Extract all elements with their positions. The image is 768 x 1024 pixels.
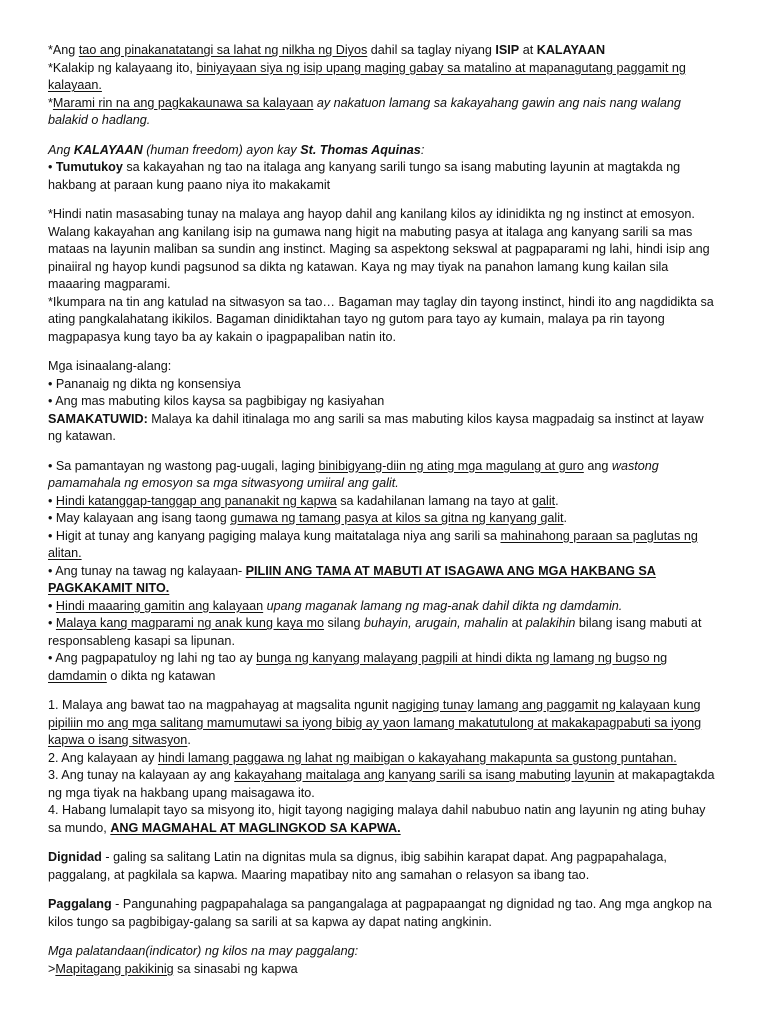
- text-run: biniyayaan siya ng isip upang maging gabay sa matalino at mapanagutang paggamit ng kalayaan.: [48, 60, 686, 92]
- text-run: 3. Ang tunay na kalayaan ay ang: [48, 768, 235, 782]
- text-run: upang maganak lamang ng mag-anak dahil dikta ng damdamin.: [263, 598, 623, 613]
- section-indicators: [48, 943, 720, 978]
- text-run: • Ang pagpapatuloy ng lahi ng tao ay: [48, 651, 257, 665]
- text-run: >: [48, 961, 56, 976]
- text-run: .: [555, 493, 559, 508]
- bullets-paragraph: [48, 650, 720, 685]
- text-run: •: [48, 493, 56, 508]
- text-run: Malaya kang magparami ng anak kung kaya mo: [55, 616, 325, 630]
- text-run: • Sa pamantayan ng wastong pag-uugali, laging: [48, 458, 319, 473]
- text-run: silang: [324, 616, 364, 630]
- text-run: 1. Malaya ang bawat tao na magpahayag at magsalita ngunit n: [48, 698, 399, 712]
- intro-paragraph: [48, 95, 720, 130]
- dignidad-paragraph: [48, 849, 720, 884]
- text-run: dahil sa taglay niyang: [367, 43, 496, 57]
- indicators-paragraph: [48, 961, 720, 979]
- text-run: at makapagtakda ng mga tiyak na hakbang upang maisagawa ito.: [48, 768, 715, 800]
- text-run: • Ang mas mabuting kilos kaysa sa pagbibigay ng kasiyahan: [48, 394, 385, 408]
- text-run: Mga isinaalang-alang:: [48, 359, 172, 373]
- bullets-paragraph: [48, 458, 720, 493]
- text-run: galit: [532, 493, 556, 508]
- text-run: bunga ng kanyang malayang pagpili at hindi dikta ng lamang ng bugso ng damdamin: [48, 651, 668, 683]
- bullets-paragraph: [48, 598, 720, 616]
- text-run: at: [519, 43, 537, 57]
- text-run: ISIP: [495, 43, 520, 57]
- text-run: :: [420, 142, 425, 157]
- isinaalang-paragraph: [48, 411, 720, 446]
- text-run: - Pangunahing pagpapahalaga sa pangangalaga at pagpapaangat ng dignidad ng tao. Ang mga angkop na kilos tungo sa pagbibigay-galang sa sarili at sa kapwa ay dapat nating angkinin.: [48, 897, 712, 929]
- paggalang-paragraph: [48, 896, 720, 931]
- text-run: sa kakayahan ng tao na italaga ang kanyang sarili tungo sa isang mabuting layunin at magtakda ng hakbang at paraan kung paano niya ito makakamit: [48, 160, 681, 192]
- text-run: *Kalakip ng kalayaang ito,: [48, 60, 197, 75]
- text-run: ANG MAGMAHAL AT MAGLINGKOD SA KAPWA.: [110, 820, 401, 835]
- text-run: (human freedom) ayon kay: [142, 142, 301, 157]
- section-instinct: [48, 206, 720, 346]
- text-run: • May kalayaan ang isang taong: [48, 511, 231, 525]
- text-run: ay nakatuon lamang sa kakayahang gawin ang nais nang walang balakid o hadlang.: [48, 95, 681, 127]
- text-run: agiging tunay lamang ang paggamit ng kalayaan kung pipiliin mo ang mga salitang mamumutawi sa iyong bibig ay yaon lamang makatutulong at makakapagpabuti sa iyong kapwa o isang sitwasyon: [48, 698, 702, 747]
- text-run: palakihin: [525, 616, 576, 630]
- text-run: *Hindi natin masasabing tunay na malaya ang hayop dahil ang kanilang kilos ay idinidikta ng ng instinct at emosyon. Walang kakayahan ang kanilang isip na gumawa nang higit na mabuting pasya at italaga ang kanyang sarili sa mas mataas na layunin maliban sa sundin ang instinct. Maging sa aspektong sekswal at pagpaparami ng lahi, hindi isip ang pinaiiral ng hayop kundi pagsunod sa dikta ng katawan. Kaya ng may tiyak na panahon lamang kung kailan sila maaaring magparami.: [48, 207, 710, 291]
- text-run: - galing sa salitang Latin na dignitas mula sa dignus, ibig sabihin karapat dapat. Ang pagpapahalaga, paggalang, at pagkilala sa kapwa. Maaring mapatibay nito ang samahan o relasyon sa ibang tao.: [48, 850, 667, 882]
- text-run: *Ang: [48, 43, 79, 57]
- text-run: gumawa ng tamang pasya at kilos sa gitna ng kanyang galit: [230, 511, 564, 525]
- text-run: Mga palatandaan(indicator) ng kilos na may paggalang:: [48, 944, 359, 958]
- bullets-paragraph: [48, 493, 720, 511]
- isinaalang-paragraph: [48, 376, 720, 394]
- section-dignidad: [48, 849, 720, 884]
- aquinas-paragraph: [48, 159, 720, 194]
- text-run: tao ang pinakanatatangi sa lahat ng nilkha ng Diyos: [78, 43, 368, 57]
- text-run: bilang isang mabuti at responsableng kasapi sa lipunan.: [48, 616, 702, 648]
- text-run: KALAYAAN: [73, 142, 143, 157]
- text-run: Tumutukoy: [55, 160, 123, 174]
- numbered-paragraph: [48, 802, 720, 837]
- text-run: Paggalang: [48, 897, 112, 911]
- text-run: mahinahong paraan sa paglutas ng alitan.: [48, 528, 698, 560]
- isinaalang-paragraph: [48, 358, 720, 376]
- bullets-paragraph: [48, 510, 720, 528]
- text-run: ang: [583, 458, 612, 473]
- text-run: • Higit at tunay ang kanyang pagiging malaya kung maitatalaga niya ang sarili sa: [48, 528, 501, 543]
- text-run: • Ang tunay na tawag ng kalayaan-: [48, 563, 246, 578]
- text-run: Mapitagang pakikinig: [55, 961, 174, 976]
- numbered-paragraph: [48, 767, 720, 802]
- section-bullets: [48, 458, 720, 686]
- text-run: •: [48, 598, 56, 613]
- text-run: • Pananaig ng dikta ng konsensiya: [48, 376, 241, 391]
- text-run: Malaya ka dahil itinalaga mo ang sarili sa mas mabuting kilos kaysa magpadaig sa instinct at layaw ng katawan.: [48, 411, 704, 443]
- section-numbered: [48, 697, 720, 837]
- text-run: •: [48, 616, 56, 630]
- text-run: KALAYAAN: [536, 43, 606, 57]
- text-run: 2. Ang kalayaan ay: [48, 750, 158, 765]
- text-run: .: [187, 733, 191, 747]
- text-run: kakayahang maitalaga ang kanyang sarili sa isang mabuting layunin: [234, 768, 615, 782]
- text-run: wastong pamamahala ng emosyon sa mga sitwasyong umiiral ang galit.: [48, 458, 659, 490]
- indicators-paragraph: [48, 943, 720, 961]
- section-intro: [48, 42, 720, 130]
- section-paggalang: [48, 896, 720, 931]
- bullets-paragraph: [48, 563, 720, 598]
- instinct-paragraph: [48, 206, 720, 294]
- intro-paragraph: [48, 42, 720, 60]
- text-run: •: [48, 160, 56, 174]
- text-run: *: [48, 95, 53, 110]
- text-run: buhayin, arugain, mahalin: [363, 616, 509, 630]
- text-run: sa kadahilanan lamang na tayo at: [336, 493, 533, 508]
- text-run: Hindi maaaring gamitin ang kalayaan: [55, 598, 264, 613]
- text-run: PILIIN ANG TAMA AT MABUTI AT ISAGAWA ANG MGA HAKBANG SA PAGKAKAMIT NITO.: [48, 563, 656, 595]
- text-run: sa sinasabi ng kapwa: [173, 961, 298, 976]
- text-run: .: [563, 511, 567, 525]
- text-run: SAMAKATUWID:: [48, 411, 148, 426]
- intro-paragraph: [48, 60, 720, 95]
- text-run: binibigyang-diin ng ating mga magulang at guro: [318, 458, 584, 473]
- text-run: *Ikumpara na tin ang katulad na sitwasyon sa tao… Bagaman may taglay din tayong instinct, hindi ito ang nagdidikta sa ating pangkalahatang ikikilos. Bagaman dinidiktahan tayo ng gutom para tayo ay kumain, malaya pa rin tayong magpapasya kung tayo ba ay kakain o ipagpapaliban natin ito.: [48, 294, 714, 344]
- isinaalang-paragraph: [48, 393, 720, 411]
- section-aquinas: [48, 142, 720, 195]
- section-isinaalang: [48, 358, 720, 446]
- aquinas-paragraph: [48, 142, 720, 160]
- text-run: 4. Habang lumalapit tayo sa misyong ito, higit tayong nagiging malaya dahil nabubuo natin ang layunin ng ating buhay sa mundo,: [48, 803, 706, 835]
- numbered-paragraph: [48, 697, 720, 750]
- numbered-paragraph: [48, 750, 720, 768]
- text-run: Dignidad: [48, 850, 102, 864]
- instinct-paragraph: [48, 294, 720, 347]
- text-run: St. Thomas Aquinas: [300, 142, 421, 157]
- text-run: o dikta ng katawan: [106, 668, 216, 683]
- text-run: Ang: [48, 142, 74, 157]
- text-run: Marami rin na ang pagkakaunawa sa kalayaan: [52, 95, 314, 110]
- bullets-paragraph: [48, 528, 720, 563]
- text-run: at: [508, 616, 526, 630]
- text-run: Hindi katanggap-tanggap ang pananakit ng kapwa: [55, 493, 337, 508]
- text-run: hindi lamang paggawa ng lahat ng maibigan o kakayahang makapunta sa gustong puntahan.: [157, 750, 677, 765]
- bullets-paragraph: [48, 615, 720, 650]
